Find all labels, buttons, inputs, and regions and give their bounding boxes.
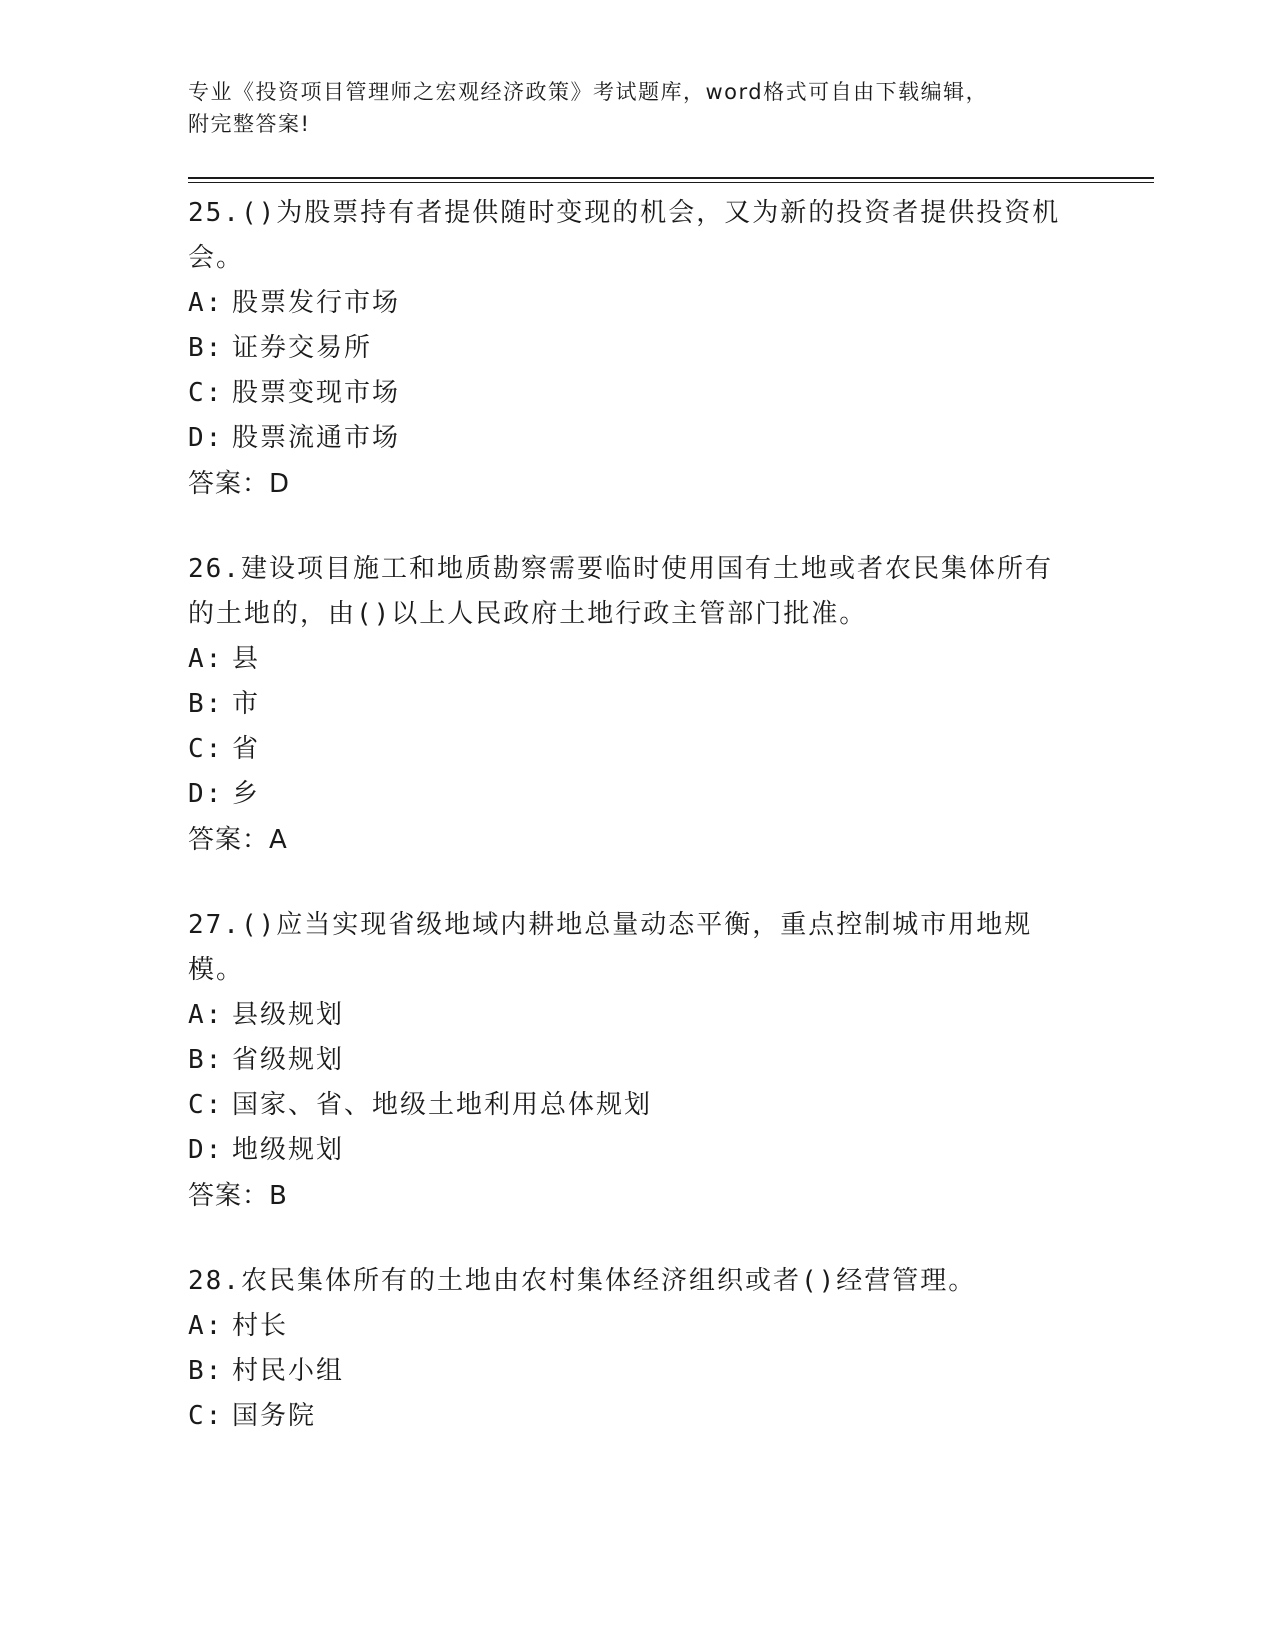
- option-text: 地级规划: [232, 1135, 345, 1165]
- question-item: [188, 900, 1088, 1219]
- option-a: [188, 993, 1088, 1038]
- option-key: C:: [188, 1090, 224, 1120]
- option-key: D:: [188, 1135, 224, 1165]
- option-text: 省: [232, 734, 261, 764]
- option-key: D:: [188, 423, 224, 453]
- option-text: 股票变现市场: [232, 378, 401, 408]
- option-key: A:: [188, 1311, 224, 1341]
- question-stem: 28.农民集体所有的土地由农村集体经济组织或者()经营管理。: [188, 1266, 977, 1296]
- header-divider-thin: [188, 182, 1154, 183]
- answer-line: 答案：D: [188, 469, 291, 499]
- option-a: [188, 1304, 1088, 1349]
- option-key: B:: [188, 1356, 224, 1386]
- option-key: D:: [188, 779, 224, 809]
- option-text: 村民小组: [232, 1356, 345, 1386]
- option-a: [188, 281, 1088, 326]
- option-text: 县: [232, 644, 261, 674]
- document-header: [188, 76, 1088, 140]
- option-text: 省级规划: [232, 1045, 345, 1075]
- option-text: 县级规划: [232, 1000, 345, 1030]
- option-d: [188, 1128, 1088, 1173]
- answer-line: 答案：A: [188, 825, 288, 855]
- option-b: [188, 1038, 1088, 1083]
- question-list: [188, 188, 1088, 1476]
- option-key: A:: [188, 644, 224, 674]
- question-stem: 27.()应当实现省级地域内耕地总量动态平衡，重点控制城市用地规模。: [188, 910, 1033, 985]
- option-d: [188, 772, 1088, 817]
- option-text: 证券交易所: [232, 333, 373, 363]
- option-text: 国家、省、地级土地利用总体规划: [232, 1090, 653, 1120]
- option-c: [188, 371, 1088, 416]
- option-key: A:: [188, 1000, 224, 1030]
- header-line-1: 专业《投资项目管理师之宏观经济政策》考试题库，word格式可自由下载编辑，: [188, 80, 989, 104]
- header-divider-thick: [188, 177, 1154, 179]
- option-c: [188, 1083, 1088, 1128]
- question-item: [188, 1256, 1088, 1439]
- option-key: A:: [188, 288, 224, 318]
- option-key: C:: [188, 734, 224, 764]
- option-text: 股票流通市场: [232, 423, 401, 453]
- option-b: [188, 682, 1088, 727]
- option-key: B:: [188, 689, 224, 719]
- option-text: 市: [232, 689, 261, 719]
- option-key: B:: [188, 1045, 224, 1075]
- question-stem: 26.建设项目施工和地质勘察需要临时使用国有土地或者农民集体所有的土地的，由()以上人民政府土地行政主管部门批准。: [188, 554, 1053, 629]
- option-d: [188, 416, 1088, 461]
- option-text: 国务院: [232, 1401, 317, 1431]
- option-b: [188, 1349, 1088, 1394]
- header-line-2: 附完整答案!: [188, 112, 311, 136]
- option-key: B:: [188, 333, 224, 363]
- option-c: [188, 727, 1088, 772]
- option-text: 村长: [232, 1311, 289, 1341]
- option-b: [188, 326, 1088, 371]
- option-c: [188, 1394, 1088, 1439]
- option-text: 乡: [232, 779, 261, 809]
- option-key: C:: [188, 378, 224, 408]
- option-a: [188, 637, 1088, 682]
- question-item: [188, 188, 1088, 507]
- option-text: 股票发行市场: [232, 288, 401, 318]
- option-key: C:: [188, 1401, 224, 1431]
- question-stem: 25.()为股票持有者提供随时变现的机会，又为新的投资者提供投资机会。: [188, 198, 1061, 273]
- question-item: [188, 544, 1088, 863]
- answer-line: 答案：B: [188, 1181, 288, 1211]
